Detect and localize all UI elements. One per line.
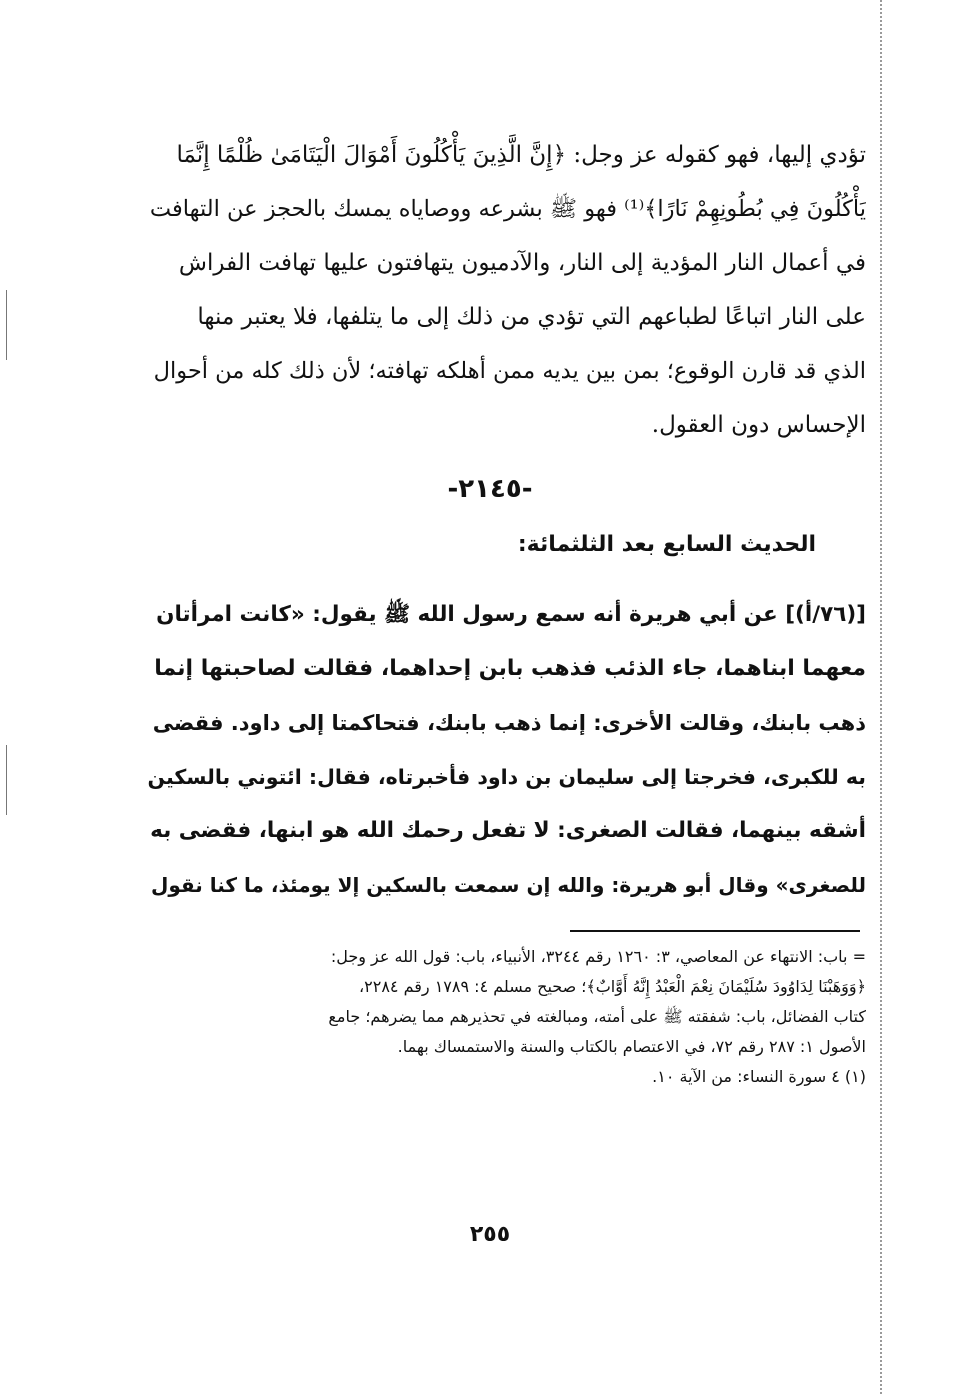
text-line: على النار اتباعًا لطباعهم التي تؤدي من ذلك إلى ما يتلفها، فلا يعتبر منها — [197, 304, 866, 330]
footnote-separator — [570, 930, 860, 932]
text-line: تؤدي إليها، فهو كقوله عز وجل: ﴿إِنَّ الَّذِينَ يَأْكُلُونَ أَمْوَالَ الْيَتَامَىٰ ظُلْمًا إِنَّمَا — [176, 142, 866, 168]
text-line: ذهب بابنك، وقالت الأخرى: إنما ذهب بابنك، فتحاكمتا إلى داود. فقضى — [152, 711, 866, 735]
text-line: يَأْكُلُونَ فِي بُطُونِهِمْ نَارًا﴾⁽¹⁾ فهو ﷺ بشرعه ووصاياه يمسك بالحجز عن التهافت — [149, 196, 866, 222]
footnote-line: كتاب الفضائل، باب: شفقته ﷺ على أمته، ومبالغته في تحذيرهم مما يضرهم؛ جامع — [328, 1007, 866, 1026]
section-title: الحديث السابع بعد الثلثمائة: — [517, 532, 816, 557]
margin-dotted-line — [880, 0, 882, 1394]
text-line: في أعمال النار المؤدية إلى النار، والآدميون يتهافتون عليها تهافت الفراش — [178, 250, 866, 276]
footnotes — [148, 942, 866, 1092]
text-line: الإحساس دون العقول. — [651, 412, 866, 438]
page-number: ٢٥٥ — [469, 1222, 511, 1247]
footnote-line: = باب: الانتهاء عن المعاصي، ٣: ١٢٦٠ رقم ٣٢٤٤، الأنبياء، باب: قول الله عز وجل: — [330, 947, 866, 966]
text-line: معهما ابناهما، جاء الذئب فذهب بابن إحداهما، فقالت لصاحبتها إنما — [154, 656, 866, 681]
footnote-line: الأصول ١: ٢٨٧ رقم ٧٢، في الاعتصام بالكتاب والسنة والاستمساك بهما. — [397, 1037, 866, 1056]
text-line: للصغرى» وقال أبو هريرة: والله إن سمعت بالسكين إلا يومئذ، ما كنا نقول — [151, 873, 866, 897]
scan-edge-mark — [6, 745, 7, 815]
text-line: [(٧٦/أ)] عن أبي هريرة أنه سمع رسول الله ﷺ يقول: «كانت امرأتان — [156, 602, 866, 627]
footnote-line: (١) ٤ سورة النساء: من الآية ١٠. — [652, 1067, 866, 1086]
scan-edge-mark — [6, 290, 7, 360]
text-line: أشقه بينهما، فقالت الصغرى: لا تفعل رحمك الله هو ابنها، فقضى به — [150, 818, 866, 843]
top-paragraph — [148, 128, 866, 452]
hadith-paragraph — [148, 588, 866, 912]
text-line: به للكبرى، فخرجتا إلى سليمان بن داود فأخبرتاه، فقال: ائتوني بالسكين — [148, 765, 866, 789]
text-line: الذي قد قارن الوقوع؛ بمن بين يديه ممن أهلكه تهافته؛ لأن ذلك كله من أحوال — [153, 358, 866, 384]
hadith-number: -٢١٤٥- — [447, 474, 533, 504]
footnote-line: ﴿وَوَهَبْنَا لِدَاوُودَ سُلَيْمَانَ نِعْمَ الْعَبْدُ إِنَّهُ أَوَّابٌ﴾؛ صحيح مسلم ٤: ١٧٨٩ رقم ٢٢٨٤، — [358, 977, 866, 996]
